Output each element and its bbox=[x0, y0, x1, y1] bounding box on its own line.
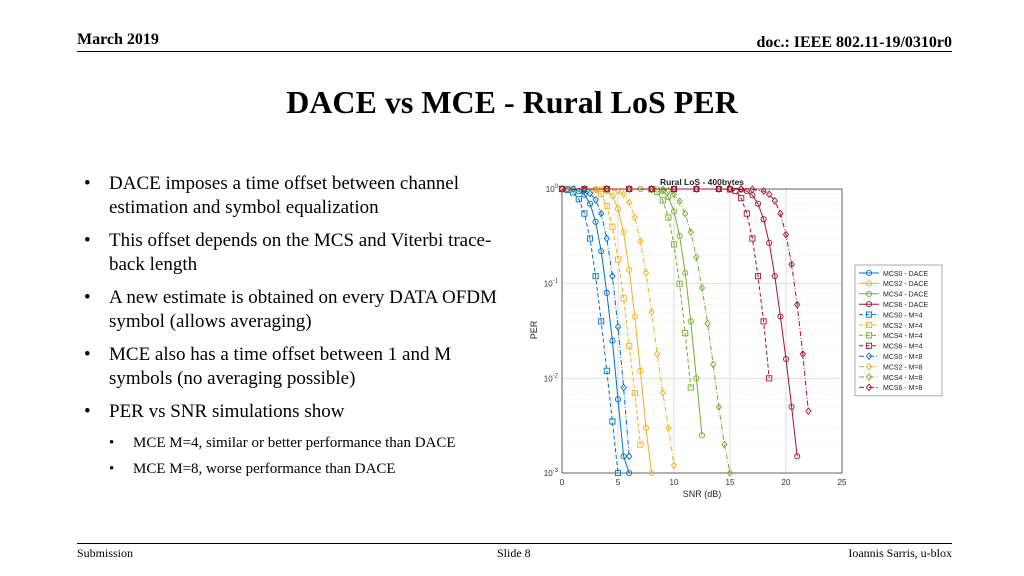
bullet-text: MCE also has a time offset between 1 and M symbols (no averaging possible) bbox=[109, 344, 452, 389]
bullet-icon: • bbox=[84, 401, 91, 422]
bullet-text: MCE M=8, worse performance than DACE bbox=[133, 461, 396, 477]
bullet-item bbox=[84, 286, 514, 334]
legend-label: MCS2 - M=8 bbox=[883, 364, 923, 372]
y-tick-label: $10^{-1}$ bbox=[543, 278, 558, 289]
footer-author: Ioannis Sarris, u-blox bbox=[848, 546, 952, 560]
chart-legend bbox=[855, 265, 942, 396]
slide-title: DACE vs MCE - Rural LoS PER bbox=[286, 84, 738, 120]
y-tick-label: $10^0$ bbox=[545, 184, 558, 194]
bullet-item bbox=[84, 172, 514, 220]
y-tick-label: $10^{-3}$ bbox=[543, 468, 558, 478]
legend-label: MCS4 - M=4 bbox=[883, 333, 923, 341]
bullet-icon: • bbox=[109, 461, 115, 477]
legend-label: MCS0 - M=8 bbox=[883, 354, 923, 361]
footer-slide-number: Slide 8 bbox=[497, 546, 531, 560]
bullet-list bbox=[84, 172, 514, 485]
legend-label: MCS2 - M=4 bbox=[883, 322, 923, 330]
bullet-text: DACE imposes a time offset between channel estimation and symbol equalization bbox=[109, 173, 459, 218]
header-divider bbox=[77, 51, 952, 52]
x-tick-label: 0 bbox=[559, 478, 565, 487]
x-tick-label: 15 bbox=[725, 478, 735, 487]
bullet-icon: • bbox=[84, 344, 91, 365]
sub-bullet-item bbox=[84, 433, 514, 453]
legend-label: MCS0 - DACE bbox=[883, 270, 929, 278]
bullet-text: PER vs SNR simulations show bbox=[109, 401, 345, 422]
bullet-item bbox=[84, 400, 514, 424]
bullet-text: MCE M=4, similar or better performance than DACE bbox=[133, 435, 456, 451]
footer-submission: Submission bbox=[77, 546, 134, 560]
bullet-text: A new estimate is obtained on every DATA OFDM symbol (allows averaging) bbox=[109, 287, 497, 332]
chart-xlabel: SNR (dB) bbox=[682, 489, 722, 499]
legend-label: MCS4 - M=8 bbox=[883, 374, 923, 382]
x-tick-label: 25 bbox=[837, 478, 847, 487]
legend-label: MCS6 - DACE bbox=[883, 302, 929, 309]
bullet-item bbox=[84, 343, 514, 391]
bullet-icon: • bbox=[84, 287, 91, 308]
legend-label: MCS0 - M=4 bbox=[883, 312, 923, 320]
x-tick-label: 20 bbox=[781, 478, 791, 487]
bullet-item bbox=[84, 229, 514, 277]
y-tick-label: $10^{-2}$ bbox=[543, 373, 558, 384]
sub-bullet-item bbox=[84, 459, 514, 479]
per-vs-snr-chart bbox=[515, 170, 955, 500]
chart-title: Rural LoS - 400bytes bbox=[659, 177, 745, 187]
header-doc-id: doc.: IEEE 802.11-19/0310r0 bbox=[756, 34, 952, 51]
bullet-icon: • bbox=[84, 173, 91, 194]
x-tick-label: 10 bbox=[669, 478, 679, 487]
footer-divider bbox=[77, 543, 952, 544]
bullet-text: This offset depends on the MCS and Viterbi trace-back length bbox=[109, 230, 492, 275]
chart-ylabel: PER bbox=[529, 320, 539, 340]
legend-label: MCS2 - DACE bbox=[883, 281, 929, 289]
legend-label: MCS6 - M=4 bbox=[883, 343, 923, 351]
header-date: March 2019 bbox=[77, 31, 159, 48]
legend-label: MCS6 - M=8 bbox=[883, 385, 923, 393]
x-tick-label: 5 bbox=[615, 478, 621, 487]
bullet-icon: • bbox=[84, 230, 91, 251]
legend-label: MCS4 - DACE bbox=[883, 291, 929, 299]
bullet-icon: • bbox=[109, 435, 115, 451]
